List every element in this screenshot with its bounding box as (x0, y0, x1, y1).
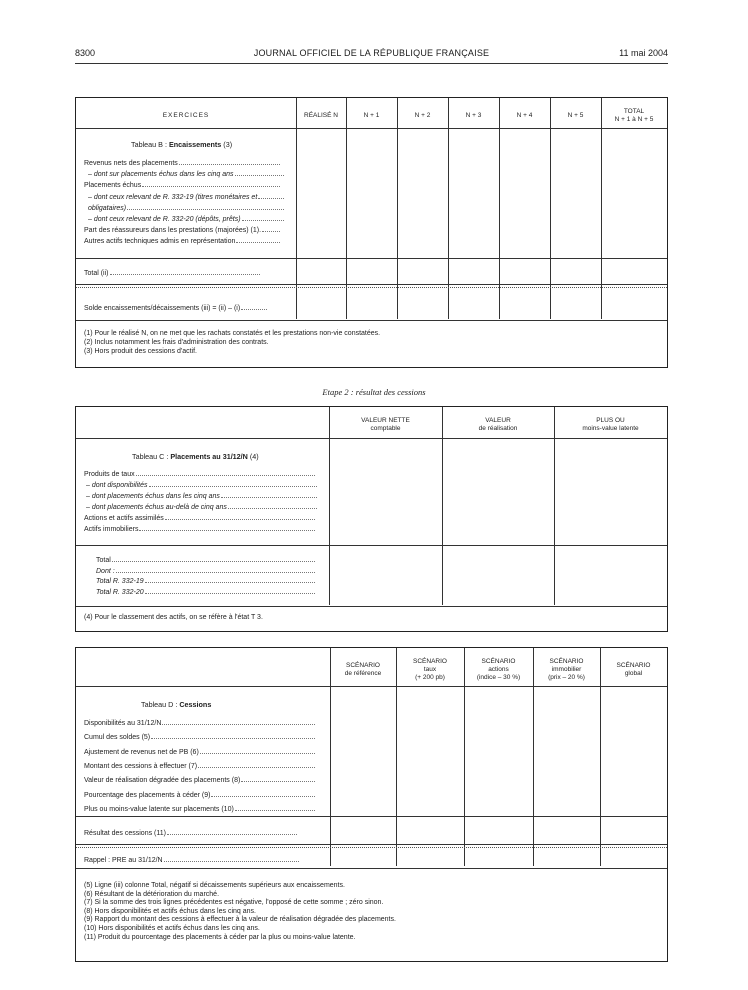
notes-separator (76, 868, 667, 869)
header-rule (75, 63, 668, 64)
table-row: Actifs immobiliers (84, 524, 324, 534)
col-divider (600, 648, 601, 866)
table-b-encaissements (75, 97, 668, 368)
col-header-scenario-taux: SCÉNARIO taux (+ 200 pb) (413, 658, 447, 681)
note-2: (2) Inclus notamment les frais d'administration des contrats. (84, 339, 269, 346)
table-row: Revenus nets des placements (84, 158, 289, 168)
row-resultat-cessions: Résultat des cessions (11) (84, 828, 324, 838)
col-divider (601, 98, 602, 319)
table-row: – dont placements échus dans les cinq ans (86, 491, 326, 501)
table-row: Montant des cessions à effectuer (7) (84, 761, 324, 771)
table-row: Total R. 332-20 (96, 587, 324, 597)
col-divider (296, 98, 297, 319)
note-3: (3) Hors produit des cessions d'actif. (84, 348, 197, 355)
table-row: Part des réassureurs dans les prestations (majorées) (1). (84, 225, 289, 235)
page-header (75, 48, 668, 60)
row-separator (76, 545, 667, 546)
table-row: Valeur de réalisation dégradée des placements (8) (84, 775, 324, 785)
note-1: (1) Pour le réalisé N, on ne met que les rachats constatés et les prestations non-vie constatées. (84, 330, 381, 337)
footnote: (7) Si la somme des trois lignes précédentes est négative, l'opposé de cette somme ; zéro sinon. (84, 899, 384, 907)
etape-2-label: Etape 2 : résultat des cessions (322, 387, 426, 397)
table-row: Cumul des soldes (5) (84, 732, 324, 742)
table-row: Autres actifs techniques admis en représentation (84, 236, 289, 246)
table-b-title: Tableau B : Encaissements (3) (131, 140, 233, 149)
col-divider (397, 98, 398, 319)
col-header-plus-moins-value: PLUS OU moins-value latente (582, 417, 639, 432)
footnote: (5) Ligne (iii) colonne Total, négatif si décaissements supérieurs aux encaissements. (84, 882, 345, 889)
col-divider (442, 407, 443, 605)
col-divider (550, 98, 551, 319)
row-total-ii: Total (ii) (84, 268, 289, 278)
table-d-title: Tableau D : Cessions (141, 700, 212, 709)
col-header-exercices: EXERCICES (162, 112, 210, 119)
col-divider (554, 407, 555, 605)
table-row: Total (96, 555, 324, 565)
col-header-scenario-reference: SCÉNARIO de référence (344, 662, 382, 677)
table-row: – dont sur placements échus dans les cinq ans (88, 169, 293, 179)
page-number: 8300 (75, 48, 96, 58)
table-row: Pourcentage des placements à céder (9) (84, 790, 324, 800)
footnote: (10) Hors disponibilités et actifs échus dans les cinq ans. (84, 925, 260, 932)
table-c-placements (75, 406, 668, 632)
row-separator (76, 284, 667, 285)
note-4: (4) Pour le classement des actifs, on se réfère à l'état T 3. (84, 614, 263, 621)
col-header-n1: N + 1 (363, 112, 380, 119)
table-c-title: Tableau C : Placements au 31/12/N (4) (132, 452, 259, 461)
footnote: (8) Hors disponibilités et actifs échus dans les cinq ans. (84, 907, 256, 915)
notes-separator (76, 320, 667, 321)
table-row: – dont ceux relevant de R. 332-20 (dépôts, prêts) (88, 214, 293, 224)
col-header-n2: N + 2 (414, 112, 431, 119)
row-rappel-pre: Rappel : PRE au 31/12/N (84, 855, 324, 865)
col-header-total: TOTAL N + 1 à N + 5 (614, 108, 654, 123)
footnote: (11) Produit du pourcentage des placements à céder par la plus ou moins-value latente. (84, 933, 356, 941)
row-solde: Solde encaissements/décaissements (iii) = (ii) – (i) (84, 303, 294, 313)
col-divider (346, 98, 347, 319)
col-header-scenario-global: SCÉNARIO global (616, 662, 651, 677)
row-separator-dotted (76, 287, 667, 288)
row-separator (76, 844, 667, 845)
table-row: Plus ou moins-value latente sur placements (10) (84, 804, 324, 814)
col-divider (329, 407, 330, 605)
table-row: Ajustement de revenus net de PB (6) (84, 747, 324, 757)
notes-separator (76, 606, 667, 607)
journal-title: JOURNAL OFFICIEL DE LA RÉPUBLIQUE FRANÇAISE (253, 48, 490, 58)
table-row: – dont ceux relevant de R. 332-19 (titres monétaires et (88, 192, 293, 202)
col-header-n4: N + 4 (516, 112, 533, 119)
table-row: – dont disponibilités (86, 480, 326, 490)
table-row: Actions et actifs assimilés (84, 513, 324, 523)
col-header-n5: N + 5 (567, 112, 584, 119)
table-row: Placements échus (84, 180, 289, 190)
col-header-scenario-immobilier: SCÉNARIO immobilier (prix – 20 %) (548, 658, 585, 681)
col-divider (499, 98, 500, 319)
publication-date: 11 mai 2004 (619, 48, 668, 58)
col-header-valeur-realisation: VALEUR de réalisation (478, 417, 518, 432)
table-row: Dont : (96, 566, 324, 576)
header-separator (76, 438, 667, 439)
footnote: (6) Résultant de la détérioration du marché. (84, 890, 220, 898)
col-header-valeur-nette: VALEUR NETTE comptable (361, 417, 410, 432)
col-header-realise: RÉALISÉ N (304, 112, 338, 119)
table-row: Disponibilités au 31/12/N (84, 718, 324, 728)
col-divider (330, 648, 331, 866)
header-separator (76, 128, 667, 129)
col-divider (448, 98, 449, 319)
row-separator (76, 258, 667, 259)
row-separator (76, 816, 667, 817)
col-header-n3: N + 3 (465, 112, 482, 119)
table-row: Produits de taux (84, 469, 324, 479)
footnote: (9) Rapport du montant des cessions à effectuer à la valeur de réalisation dégradée des placements. (84, 916, 396, 924)
table-row: – dont placements échus au-delà de cinq ans (86, 502, 326, 512)
table-row: obligataires) (88, 203, 293, 213)
header-separator (76, 686, 667, 687)
col-header-scenario-actions: SCÉNARIO actions (indice – 30 %) (476, 658, 521, 681)
row-separator-dotted (76, 847, 667, 848)
table-d-cessions (75, 647, 668, 962)
table-row: Total R. 332-19 (96, 576, 324, 586)
